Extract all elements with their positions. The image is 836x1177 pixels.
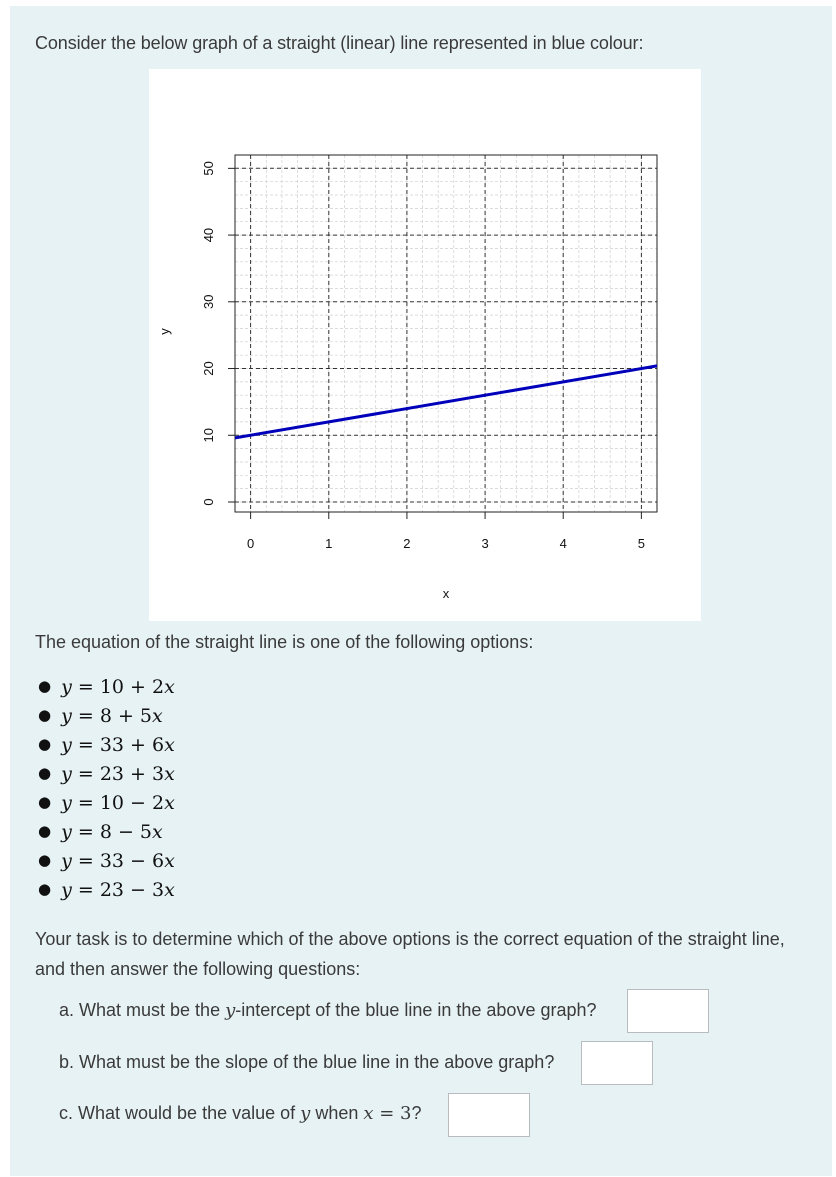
x-tick-label: 1 [325,536,333,551]
bullet-icon: ● [38,735,52,753]
answer-b-input[interactable] [581,1041,653,1085]
bullet-icon: ● [38,793,52,811]
bullet-icon: ● [38,706,52,724]
option-item: ● y = 10 − 2x [38,792,175,814]
bullet-icon: ● [38,764,52,782]
options-list [38,673,175,905]
question-c: c. What would be the value of y when x = 3? [59,1103,422,1124]
bullet-icon: ● [38,677,52,695]
bullet-icon: ● [38,851,52,869]
task-text: Your task is to determine which of the above options is the correct equation of the straight line, and then answer the following questions: [35,929,785,979]
y-tick-label: 0 [201,498,216,506]
intro-text: Consider the below graph of a straight (linear) line represented in blue colour: [35,33,644,53]
x-axis-label: x [442,586,450,601]
option-item: ● y = 33 + 6x [38,734,175,756]
x-tick-label: 5 [637,536,645,551]
option-item: ● y = 23 + 3x [38,763,175,785]
bullet-icon: ● [38,822,52,840]
option-item: ● y = 33 − 6x [38,850,175,872]
y-tick-label: 10 [201,428,216,443]
answer-a-input[interactable] [627,989,709,1033]
option-item: ● y = 8 − 5x [38,821,163,843]
option-item: ● y = 23 − 3x [38,879,175,901]
bullet-icon: ● [38,880,52,898]
answer-c-input[interactable] [448,1093,530,1137]
y-axis-label: y [157,328,172,335]
option-item: ● y = 8 + 5x [38,705,163,727]
option-item: ● y = 10 + 2x [38,676,175,698]
y-tick-label: 50 [201,161,216,176]
x-tick-label: 2 [403,536,411,551]
y-tick-label: 40 [201,227,216,243]
question-panel [10,6,832,1176]
question-b: b. What must be the slope of the blue line in the above graph? [59,1052,555,1072]
line-chart [149,69,701,621]
x-tick-label: 3 [481,536,489,551]
options-heading: The equation of the straight line is one of the following options: [35,632,534,652]
y-tick-label: 20 [201,361,216,376]
y-tick-label: 30 [201,294,216,310]
chart-svg [149,69,701,621]
series-line [235,366,657,438]
x-tick-label: 0 [247,536,255,551]
x-tick-label: 4 [559,536,567,551]
question-a: a. What must be the y-intercept of the blue line in the above graph? [59,1000,597,1021]
